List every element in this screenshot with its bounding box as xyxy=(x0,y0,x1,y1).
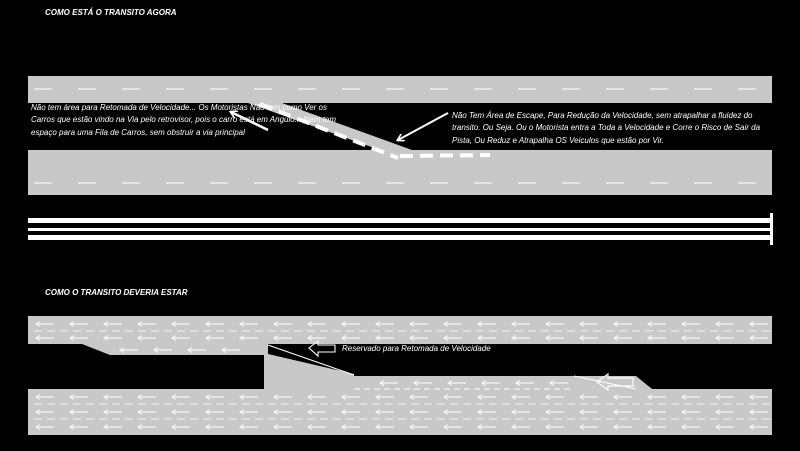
section-title-proposed: COMO O TRANSITO DEVERIA ESTAR xyxy=(45,288,188,297)
section-divider xyxy=(28,213,773,245)
reserved-lane-label: Reservado para Retomada de Velocidade xyxy=(342,344,491,353)
reserved-lane-taper xyxy=(636,376,652,389)
left-note: Não tem área para Retomada de Velocidade... Os Motoristas Não tem como Ver os Carros que estão vindo na Via pelo retrovisor, pois o carro está em Angulo... Nem tem espaço para uma Fila de Carros, sem obstruir a via principal xyxy=(31,103,337,137)
right-note: Não Tem Área de Escape, Para Redução da Velocidade, sem atrapalhar a fluidez do transito. Ou Seja. Ou o Motorista entra a Toda a Velocidade e Corre o Risco de Sair da Pista, Ou Reduz e Atrapalha OS Veiculos que estão por Vir. xyxy=(452,111,761,145)
proposed-upper-road xyxy=(28,316,772,344)
reserved-merge-lane xyxy=(354,376,636,389)
right-note-arrow xyxy=(398,113,448,140)
section-title-current: COMO ESTÁ O TRANSITO AGORA xyxy=(45,8,177,17)
lower-road xyxy=(28,150,772,195)
proposed-roads xyxy=(28,316,772,435)
acceleration-lane xyxy=(82,344,354,389)
